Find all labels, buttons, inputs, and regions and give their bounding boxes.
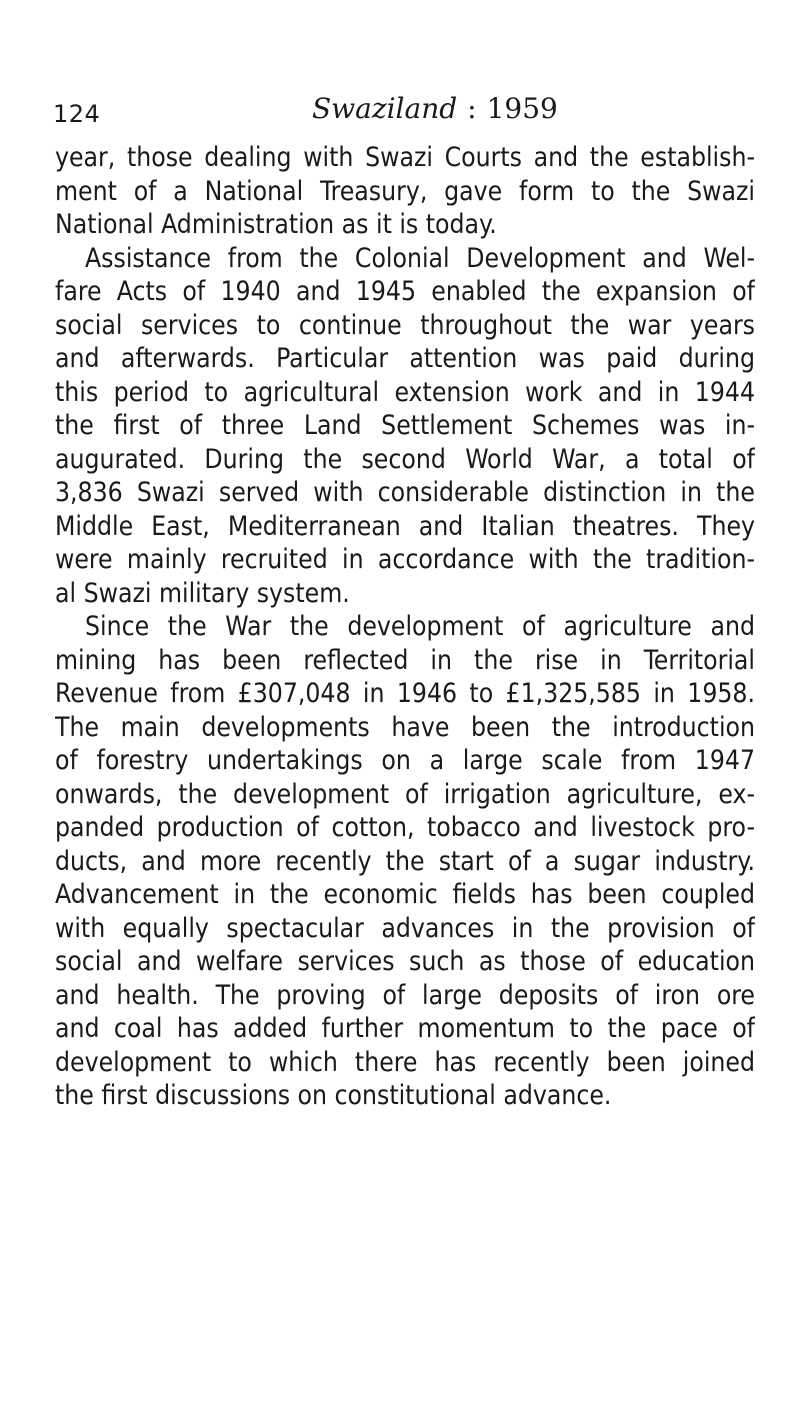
text-line: of forestry undertakings on a large scale from 1947 [55, 746, 755, 776]
text-line: the first of three Land Settlement Schemes was in- [55, 411, 755, 441]
text-line: 3,836 Swazi served with considerable distinction in the [55, 478, 755, 508]
text-line: social services to continue throughout the war years [55, 310, 755, 341]
text-line: Since the War the development of agriculture and [85, 612, 755, 642]
text-line: mining has been reflected in the rise in Territorial [55, 645, 755, 676]
running-title-year: 1959 [486, 92, 558, 125]
running-header [0, 92, 800, 132]
text-line: panded production of cotton, tobacco and livestock pro- [55, 813, 755, 843]
text-line: ducts, and more recently the start of a sugar industry. [55, 846, 755, 877]
text-line: the first discussions on constitutional advance. [55, 1081, 612, 1111]
text-line: National Administration as it is today. [55, 210, 497, 240]
text-line: al Swazi military system. [55, 578, 350, 609]
text-line: Assistance from the Colonial Development and Wel- [85, 243, 755, 274]
text-line: and health. The proving of large deposits of iron ore [55, 980, 755, 1011]
text-line: this period to agricultural extension work and in 1944 [55, 377, 755, 408]
text-line: Middle East, Mediterranean and Italian theatres. They [55, 511, 755, 542]
body-text [55, 142, 755, 1114]
text-line: and afterwards. Particular attention was paid during [55, 344, 755, 374]
running-title-separator: : [467, 92, 477, 125]
running-title [312, 92, 558, 125]
text-line: and coal has added further momentum to the pace of [55, 1014, 755, 1044]
text-line: development to which there has recently been joined [55, 1047, 755, 1078]
running-title-country: Swaziland [312, 92, 458, 125]
text-line: social and welfare services such as those of education [55, 947, 755, 977]
text-line: Advancement in the economic fields has been coupled [55, 880, 755, 910]
text-line: augurated. During the second World War, a total of [55, 444, 755, 475]
text-line: The main developments have been the introduction [55, 712, 755, 743]
text-line: onwards, the development of irrigation agriculture, ex- [55, 779, 755, 810]
text-line: fare Acts of 1940 and 1945 enabled the expansion of [55, 277, 755, 307]
text-line: Revenue from £307,048 in 1946 to £1,325,585 in 1958. [55, 679, 755, 709]
text-line: ment of a National Treasury, gave form to the Swazi [55, 176, 755, 207]
text-line: with equally spectacular advances in the provision of [55, 913, 755, 944]
text-line: year, those dealing with Swazi Courts and the establish- [55, 143, 755, 173]
text-line: were mainly recruited in accordance with the tradition- [55, 545, 755, 575]
page-number: 124 [53, 100, 101, 128]
